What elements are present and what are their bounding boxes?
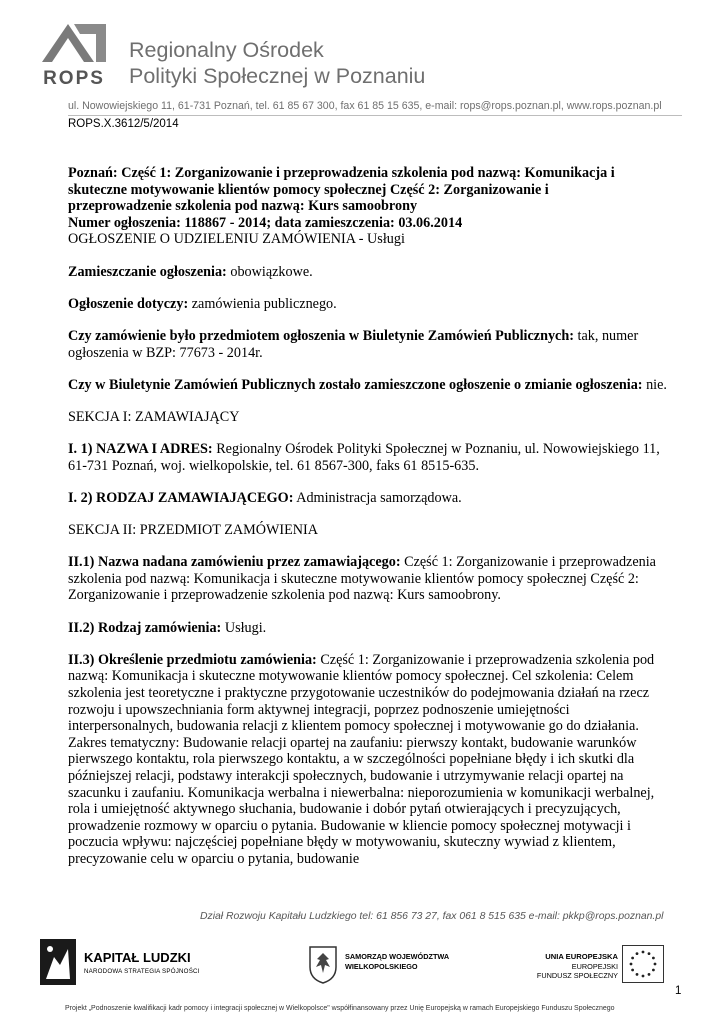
header-divider	[68, 115, 682, 116]
title-line-3: przeprowadzenie szkolenia pod nazwą: Kurs samoobrony	[68, 198, 418, 215]
field-label: Czy zamówienie było przedmiotem ogłoszenia w Biuletynie Zamówień Publicznych:	[68, 327, 574, 344]
org-name-line2: Polityki Społecznej w Poznaniu	[129, 64, 426, 88]
field-value: Usługi.	[221, 619, 267, 636]
section2-okreslenie	[68, 652, 678, 868]
field-zamieszczanie	[68, 264, 678, 281]
samorzad-line2: WIELKOPOLSKIEGO	[345, 962, 418, 971]
contact-line: ul. Nowowiejskiego 11, 61-731 Poznań, tel. 61 85 67 300, fax 61 85 15 635, e-mail: rops@rops.poznan.pl, www.rops.poznan.pl	[68, 100, 662, 112]
field-label: Zamieszczanie ogłoszenia:	[68, 263, 227, 280]
field-value: nie.	[642, 376, 667, 393]
field-value: Część 1: Zorganizowanie i przeprowadzenia szkolenia pod nazwą: Komunikacja i skuteczne motywowanie klientów pomocy społecznej Część 2: Zorganizowanie i przeprowadzenie szkolenia pod nazwą: Kurs samoobrony.	[68, 554, 656, 604]
notice-type: OGŁOSZENIE O UDZIELENIU ZAMÓWIENIA - Usługi	[68, 231, 405, 248]
kapital-ludzki-subtitle: NARODOWA STRATEGIA SPÓJNOŚCI	[84, 968, 200, 975]
ue-line1: UNIA EUROPEJSKA	[545, 952, 618, 961]
title-line-1: Poznań: Część 1: Zorganizowanie i przeprowadzenia szkolenia pod nazwą: Komunikacja i	[68, 165, 615, 181]
field-value: Regionalny Ośrodek Polityki Społecznej w Poznaniu, ul. Nowowiejskiego 11, 61-731 Poznań, woj. wielkopolskie, tel. 61 8567-300, faks 61 8515-635.	[68, 441, 660, 474]
section2-heading: SEKCJA II: PRZEDMIOT ZAMÓWIENIA	[68, 522, 318, 539]
section1-nazwa	[68, 441, 678, 474]
department-contact: Dział Rozwoju Kapitału Ludzkiego tel: 61 856 73 27, fax 061 8 515 635 e-mail: pkkp@rops.poznan.pl	[200, 911, 664, 922]
page-number: 1	[675, 985, 682, 997]
field-value: Część 1: Zorganizowanie i przeprowadzenia szkolenia pod nazwą: Komunikacja i skuteczne motywowanie klientów pomocy społecznej. Cel szkolenia: Celem szkolenia jest teoretyczne i praktyczne przygotowanie uczestników do podejmowania działań na rzecz rozwoju i upowszechniania form aktywnej integracji, poprzez podnoszenie umiejętności interpersonalnych, budowania relacji z klientem pomocy społecznej i motywowanie go do działania. Zakres tematyczny: Budowanie relacji opartej na zaufaniu: pierwszy kontakt, budowanie warunków pierwszego kontaktu, rola pierwszego kontaktu, a w szczególności popełniane błędy i ich skutki dla późniejszej relacji, podstawy interakcji społecznych, budowanie i utrzymywanie relacji opartej na szacunku i zaufaniu. Komunikacja werbalna i niewerbalna: nieporozumienia w komunikacji werbalnej, rola i umiejętność aktywnego słuchania, budowanie i dobór pytań otwierających i precyzujących, prowadzenie rozmowy w oparciu o pytania. Budowanie w kliencie pomocy społecznej motywacji i poczucia wpływu: najczęściej popełniane błędy w motywowaniu, skuteczny wywiad z klientem, precyzowanie celu w oparciu o pytania, budowanie	[68, 651, 655, 867]
field-dotyczy	[68, 296, 678, 313]
section1-rodzaj	[68, 490, 678, 507]
samorzad-line1: SAMORZĄD WOJEWÓDZTWA	[345, 952, 450, 961]
field-zmiana	[68, 377, 678, 394]
field-value: tak, numer ogłoszenia w BZP: 77673 - 2014r.	[68, 327, 639, 361]
field-value: obowiązkowe.	[226, 263, 313, 280]
rops-logo	[38, 18, 110, 90]
project-footnote: Projekt „Podnoszenie kwalifikacji kadr pomocy i integracji społecznej w Wielkopolsce" współfinansowany przez Unię Europejską w ramach Europejskiego Funduszu Społecznego	[65, 1005, 615, 1012]
field-value: zamówienia publicznego.	[188, 295, 337, 312]
ue-line3: FUNDUSZ SPOŁECZNY	[536, 971, 618, 980]
field-label: II.1) Nazwa nadana zamówieniu przez zamawiającego:	[68, 554, 401, 571]
section2-rodzaj	[68, 620, 678, 637]
wielkopolska-crest-icon	[308, 945, 338, 985]
field-label: I. 2) RODZAJ ZAMAWIAJĄCEGO:	[68, 489, 294, 506]
section1-heading: SEKCJA I: ZAMAWIAJĄCY	[68, 408, 240, 425]
kapital-ludzki-icon	[40, 939, 76, 985]
logo-text: ROPS	[43, 68, 105, 89]
document-body	[68, 165, 678, 883]
field-label: II.3) Określenie przedmiotu zamówienia:	[68, 651, 317, 668]
field-value: Administracja samorządowa.	[293, 489, 462, 506]
field-label: II.2) Rodzaj zamówienia:	[68, 619, 222, 636]
title-line-4: Numer ogłoszenia: 118867 - 2014; data zamieszczenia: 03.06.2014	[68, 214, 463, 231]
field-bzp	[68, 328, 678, 361]
kapital-ludzki-title: KAPITAŁ LUDZKI	[84, 950, 191, 965]
ue-line2: EUROPEJSKI	[571, 962, 618, 971]
eu-flag-icon	[622, 945, 664, 983]
org-name-line1: Regionalny Ośrodek	[129, 38, 324, 62]
notice-title	[68, 165, 678, 231]
field-label: I. 1) NAZWA I ADRES:	[68, 441, 213, 458]
field-label: Ogłoszenie dotyczy:	[68, 295, 189, 312]
title-line-2: skuteczne motywowanie klientów pomocy społecznej Część 2: Zorganizowanie i	[68, 181, 549, 198]
field-label: Czy w Biuletynie Zamówień Publicznych zostało zamieszczone ogłoszenie o zmianie ogłoszenia:	[68, 376, 643, 393]
reference-number: ROPS.X.3612/5/2014	[68, 118, 179, 130]
section2-nazwa	[68, 554, 678, 604]
